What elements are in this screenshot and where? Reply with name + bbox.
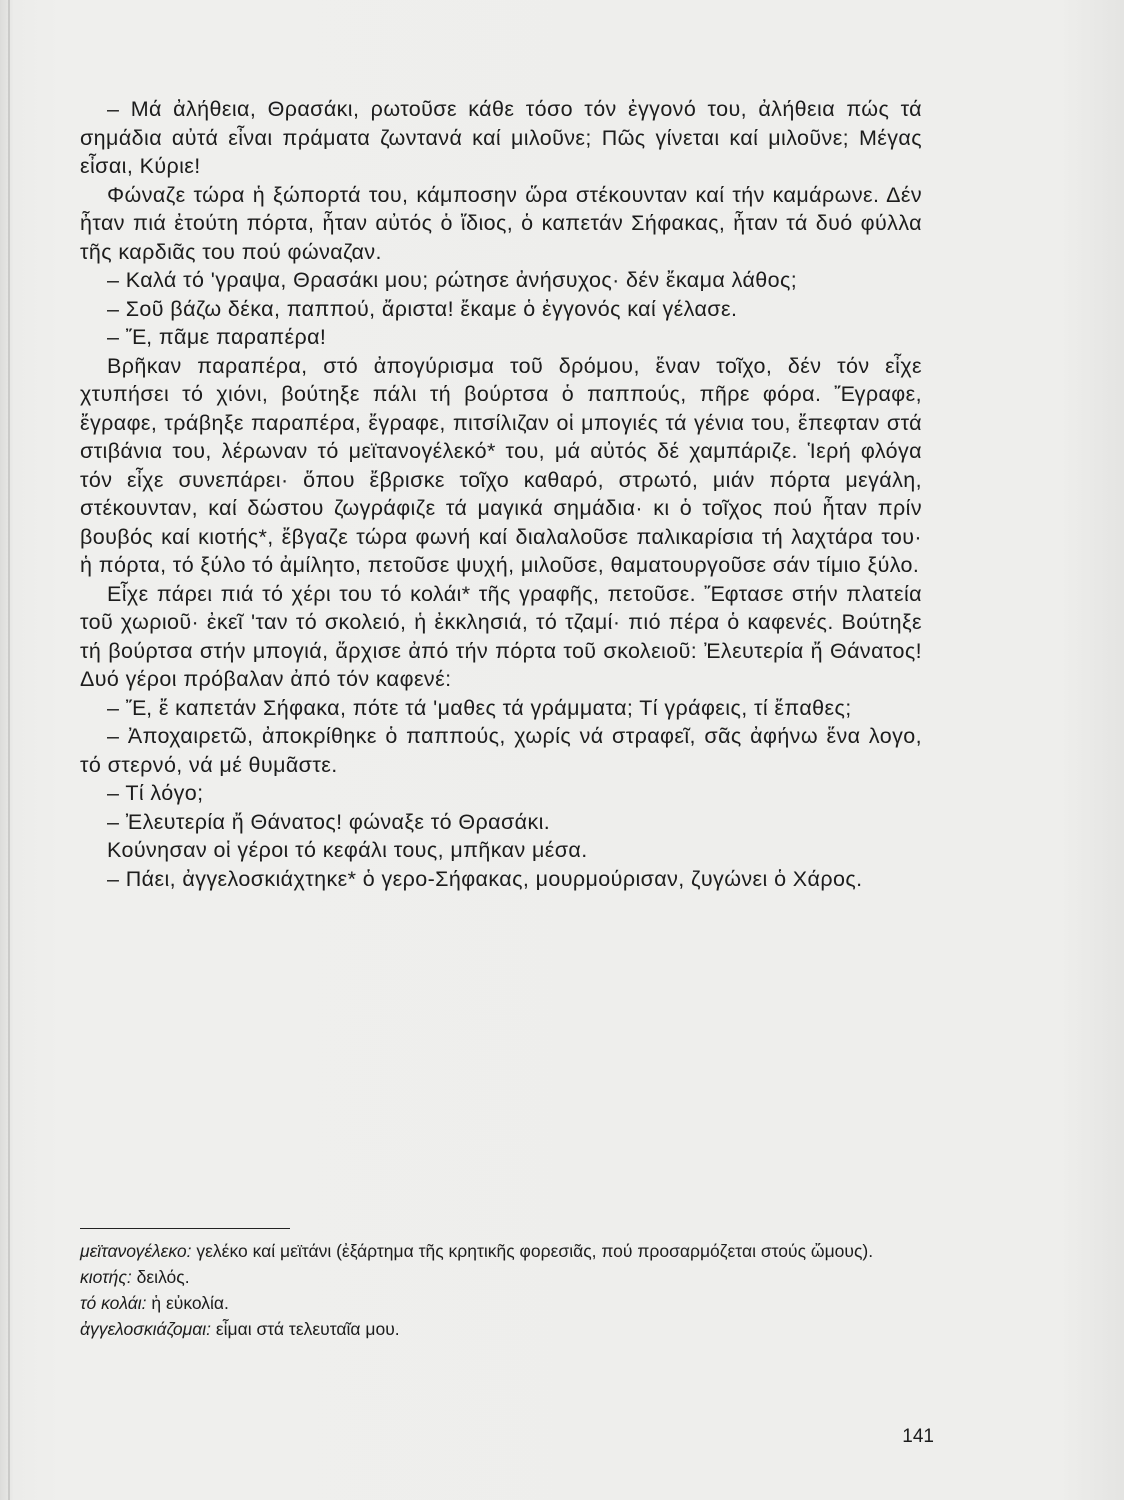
paragraph: – Ἀποχαιρετῶ, ἀποκρίθηκε ὁ παππούς, χωρίς νά στραφεῖ, σᾶς ἀφήνω ἕνα λογο, τό στερνό, νά μέ θυμᾶστε. (80, 724, 922, 777)
footnote (80, 1264, 922, 1290)
footnote-definition: δειλός. (136, 1267, 190, 1287)
main-text (80, 95, 922, 893)
paragraph: – Μά ἀλήθεια, Θρασάκι, ρωτοῦσε κάθε τόσο τόν ἐγγονό του, ἀλήθεια πώς τά σημάδια αὐτά εἶναι πράματα ζωντανά καί μιλοῦνε; Πῶς γίνεται καί μιλοῦνε; Μέγας εἶσαι, Κύριε! (80, 97, 922, 178)
paragraph: Φώναζε τώρα ἡ ξώπορτά του, κάμποσην ὥρα στέκουνταν καί τήν καμάρωνε. Δέν ἦταν πιά ἐτούτη πόρτα, ἦταν αὐτός ὁ ἴδιος, ὁ καπετάν Σήφακας, ἦταν τά δυό φύλλα τῆς καρδιᾶς του πού φώναζαν. (80, 182, 922, 264)
paragraph: – Ἔ, πᾶμε παραπέρα! (107, 325, 327, 349)
page-crease (8, 0, 10, 1500)
footnote-definition: γελέκο καί μεϊτάνι (ἐξάρτημα τῆς κρητικῆς φορεσιᾶς, πού προσαρμόζεται στούς ὤμους). (196, 1241, 874, 1261)
footnote-term: ἀγγελοσκιάζομαι: (80, 1319, 211, 1339)
paragraph: – Ἐλευτερία ἤ Θάνατος! φώναξε τό Θρασάκι. (107, 809, 551, 834)
paragraph: Εἶχε πάρει πιά τό χέρι του τό κολάι* τῆς γραφῆς, πετοῦσε. Ἔφτασε στήν πλατεία τοῦ χωριοῦ· ἐκεῖ 'ταν τό σκολειό, ἡ ἐκκλησιά, τό τζαμί· πιό πέρα ὁ καφενές. Βούτηξε τή βούρτσα στήν μπογιά, ἄρχισε ἀπό τήν πόρτα τοῦ σκολειοῦ: Ἐλευτερία ἤ Θάνατος! Δυό γέροι πρόβαλαν ἀπό τόν καφενέ: (80, 581, 922, 691)
footnote-separator (80, 1228, 290, 1229)
paragraph: – Ἔ, ἔ καπετάν Σήφακα, πότε τά 'μαθες τά γράμματα; Τί γράφεις, τί ἔπαθες; (107, 695, 852, 720)
paragraph: Βρῆκαν παραπέρα, στό ἀπογύρισμα τοῦ δρόμου, ἕναν τοῖχο, δέν τόν εἶχε χτυπήσει τό χιόνι, βούτηξε πάλι τή βούρτσα ὁ παππούς, πῆρε φόρα. Ἔγραφε, ἔγραφε, τράβηξε παραπέρα, ἔγραφε, πιτσίλιζαν οἱ μπογιές τά γένια του, ἔπεφταν στά στιβάνια του, λέρωναν τό μεϊτανογέλεκό* του, μά αὐτός δέ χαμπάριζε. Ἱερή φλόγα τόν εἶχε συνεπάρει· ὅπου ἔβρισκε τοῖχο καθαρό, στρωτό, μιάν πόρτα μεγάλη, στέκουνταν, καί δώστου ζωγράφιζε τά μαγικά σημάδια· κι ὁ τοῖχος πού ἦταν πρίν βουβός καί κιοτής*, ἔβγαζε τώρα φωνή καί διαλαλοῦσε παλικαρίσια τή λαχτάρα του· ἡ πόρτα, τό ξύλο τό ἀμίλητο, πετοῦσε ψυχή, μιλοῦσε, θαματουργοῦσε σάν τίμιο ξύλο. (80, 353, 922, 577)
footnote-term: τό κολάι: (80, 1293, 147, 1313)
page-number: 141 (902, 1426, 934, 1447)
paragraph: Κούνησαν οἱ γέροι τό κεφάλι τους, μπῆκαν μέσα. (107, 838, 588, 862)
footnote-definition: εἶμαι στά τελευταῖα μου. (215, 1319, 400, 1339)
footnote (80, 1290, 922, 1316)
footnote-term: κιοτής: (80, 1267, 132, 1287)
paragraph: – Πάει, ἀγγελοσκιάχτηκε* ὁ γερο-Σήφακας, μουρμούρισαν, ζυγώνει ὁ Χάρος. (107, 866, 863, 891)
paragraph: – Σοῦ βάζω δέκα, παππού, ἄριστα! ἔκαμε ὁ ἐγγονός καί γέλασε. (107, 296, 738, 321)
footnotes (80, 1238, 922, 1342)
footnote (80, 1316, 922, 1342)
footnote-definition: ἡ εὐκολία. (151, 1293, 229, 1313)
paragraph: – Τί λόγο; (107, 781, 204, 805)
footnote (80, 1238, 922, 1264)
footnote-term: μεϊτανογέλεκο: (80, 1241, 192, 1261)
paragraph: – Καλά τό 'γραψα, Θρασάκι μου; ρώτησε ἀνήσυχος· δέν ἔκαμα λάθος; (107, 268, 798, 292)
